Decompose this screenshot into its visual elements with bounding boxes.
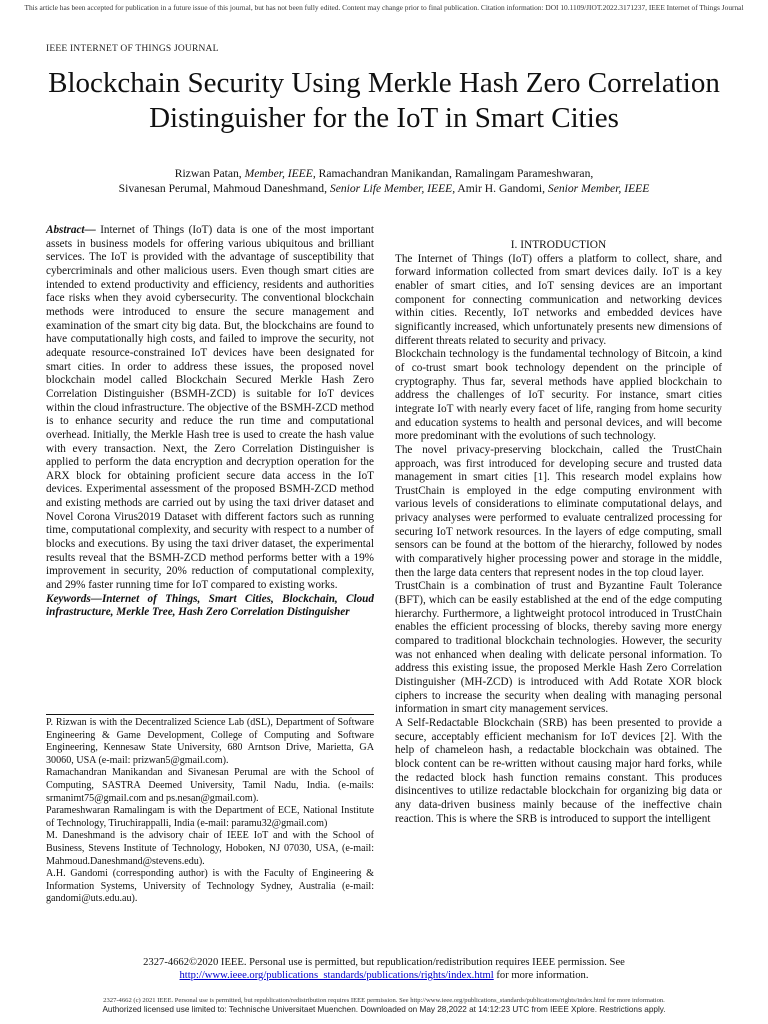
- abstract: [46, 224, 374, 593]
- author-names: Sivanesan Perumal, Mahmoud Daneshmand,: [118, 182, 330, 195]
- abstract-label: Abstract: [46, 224, 85, 236]
- copyright-text: 2327-4662©2020 IEEE. Personal use is permitted, but republication/redistribution requires IEEE permission. See: [143, 957, 625, 968]
- author-role: Senior Life Member, IEEE,: [329, 182, 456, 195]
- copyright-tail: for more information.: [493, 970, 589, 981]
- author-names: Ramachandran Manikandan, Ramalingam Parameshwaran,: [315, 167, 594, 180]
- affiliation-manikandan-perumal: Ramachandran Manikandan and Sivanesan Perumal are with the School of Computing, SASTRA Deemed University, Tamil Nadu, India. (e-mails: srmanimt75@gmail.com and ps.nesan@gmail.com).: [46, 767, 374, 804]
- affiliation-rizwan: P. Rizwan is with the Decentralized Science Lab (dSL), Department of Software Engineering & Game Development, College of Computing and Software Engineering, Kennesaw State University, 680 Arntson Drive, Marietta, GA 30060, USA (e-mail: prizwan5@gmail.com).: [46, 717, 374, 766]
- journal-name: IEEE INTERNET OF THINGS JOURNAL: [46, 44, 219, 54]
- paper-title: Blockchain Security Using Merkle Hash Zero Correlation Distinguisher for the IoT in Smart Cities: [48, 67, 720, 134]
- affiliation-daneshmand: M. Daneshmand is the advisory chair of IEEE IoT and with the School of Business, Stevens Institute of Technology, Hoboken, NJ 07030, USA, (e-mail: Mahmoud.Daneshmand@stevens.edu).: [46, 830, 374, 867]
- author-role: Member, IEEE,: [244, 167, 316, 180]
- author-line-2: [20, 181, 748, 196]
- affiliation-ramalingam: Parameshwaran Ramalingam is with the Department of ECE, National Institute of Technology, Tiruchirappalli, India (e-mail: paramu32@gmail.com): [46, 805, 374, 829]
- license-notice: Authorized licensed use limited to: Technische Universitaet Muenchen. Downloaded on May 28,2022 at 14:12:23 UTC from IEEE Xplore. Restrictions apply.: [102, 1005, 666, 1014]
- keywords-text: Internet of Things, Smart Cities, Blockchain, Cloud infrastructure, Merkle Tree, Hash Zero Correlation Distinguisher: [46, 592, 374, 619]
- keywords-label: Keywords: [46, 592, 91, 605]
- author-gandomi: Amir H. Gandomi,: [455, 182, 548, 195]
- author-role: Senior Member, IEEE: [547, 182, 650, 195]
- author-list: [20, 166, 748, 196]
- bottom-copyright-notice: 2327-4662 (c) 2021 IEEE. Personal use is permitted, but republication/redistribution requires IEEE permission. See http://www.ieee.org/publications_standards/publications/rights/index.html for more information.: [103, 997, 665, 1004]
- affiliation-gandomi: A.H. Gandomi (corresponding author) is with the Faculty of Engineering & Information Systems, University of Technology Sydney, Australia (e-mail: gandomi@uts.edu.au).: [46, 868, 374, 905]
- intro-paragraph: Blockchain technology is the fundamental technology of Bitcoin, a kind of co-trust smart book technology dependent on the principle of cryptography. Thus far, several methods have applied blockchain to address the challenges of IoT security. For instance, smart cities integrate IoT with nearly every facet of life, ranging from home security and education systems to health and personal devices, and will become more predominant with the evolutions of such technology.: [395, 348, 722, 443]
- intro-paragraph: TrustChain is a combination of trust and Byzantine Fault Tolerance (BFT), which can be easily established at the end of the edge computing hierarchy. Furthermore, a lightweight protocol introduced in TrustChain enables the efficient processing of blocks, thereby saving more energy compared to traditional blockchain technologies. However, the security was not enhanced when dealing with delicate personal information. To address this existing issue, the proposed Merkle Hash Zero Correlation Distinguisher (MH-ZCD) is introduced with Add Rotate XOR block ciphers to increase the security when dealing with managing personal information in smart city management services.: [395, 580, 722, 716]
- keywords: [46, 593, 374, 620]
- rights-link[interactable]: http://www.ieee.org/publications_standards/publications/rights/index.html: [179, 970, 494, 981]
- author-affiliations: [46, 714, 374, 906]
- author-rizwan: Rizwan Patan,: [174, 167, 245, 180]
- copyright-notice: [100, 956, 668, 982]
- intro-paragraph: The Internet of Things (IoT) offers a platform to collect, share, and forward information collected from smart devices daily. IoT is a key enabler of smart cities, and IoT sensing devices are an important component for connecting communication and networking devices within cities. Recently, IoT networks and embedded devices have significantly increased, which unfortunately presents new dimensions of different threats related to security and privacy.: [395, 252, 722, 347]
- intro-paragraph: A Self-Redactable Blockchain (SRB) has been presented to provide a secure, acceptably efficient mechanism for IoT devices [2]. With the help of chameleon hash, a redactable blockchain was obtained. The block content can be re-written without causing major hard forks, while the redacted block hash function remains constant. This produces disincentives to utilize redactable blockchain for organizing big data or any data-driven business mainly because of the ineffective chain reaction. This is where the SRB is introduced to support the intelligent: [395, 716, 722, 825]
- left-column: [46, 224, 374, 620]
- abstract-text: Internet of Things (IoT) data is one of the most important assets in business models for offering various ubiquitous and brilliant services. The IoT is provided with the advantage of susceptibility that cybercriminals and other malicious users. Even though smart cities are intended to extend productivity and efficiency, residents and authorities face risks when they avoid cybersecurity. The conventional blockchain methods were introduced to ensure the secure management and examination of the smart city big data. But, the blockchains are found to have computationally high costs, and failed to improve the security, not adequate resource-constrained IoT devices have been designated for smart cities. In order to address these issues, the proposed novel blockchain model called Blockchain Secured Merkle Hash Zero Correlation Distinguisher (BSMH-ZCD) is suitable for IoT devices within the cloud infrastructure. The objective of the BSMH-ZCD method is to enhance security and reduce the run time and computational overhead. Initially, the Merkle Hash tree is used to create the hash value with every transaction. Next, the Zero Correlation Distinguisher is applied to perform the data encryption and decryption operation for the ARX block for obtaining proficient secure data access in the IoT devices. Experimental assessment of the proposed BSMH-ZCD method and existing methods are carried out by using the taxi driver dataset and Novel Corona Virus2019 Dataset with different factors such as running time, computational complexity, and security with respect to a number of blocks and executions. By using the taxi driver dataset, the experimental results reveal that the BSMH-ZCD method performs better with a 19% improvement in security, 20% reduction of computational complexity, and 29% faster running time for IoT compared to existing works.: [46, 224, 374, 592]
- publication-notice: This article has been accepted for publication in a future issue of this journal, but has not been fully edited. Content may change prior to final publication. Citation information: DOI 10.1109/JIOT.2022.3171237, IEEE Internet of Things Journal: [24, 3, 744, 12]
- right-column: [395, 239, 722, 826]
- section-heading-introduction: I. INTRODUCTION: [510, 239, 607, 251]
- intro-paragraph: The novel privacy-preserving blockchain, called the TrustChain approach, was first introduced for developing secure and trusted data management in smart cities [1]. This research model explains how TrustChain is employed in the edge computing environment with various levels of considerations to eliminate computational delays, and privacy analyses were performed to evaluate centralized processing for securing IoT network resources. In the layers of edge computing, small sensors can be found at the bottom of the hierarchy, followed by nodes with comparatively higher processing power and storage in the middle, then the large data centers that represent nodes in the top cloud layer.: [395, 443, 722, 579]
- keywords-dash: —: [90, 592, 102, 605]
- author-line-1: [20, 166, 748, 181]
- abstract-dash: —: [84, 224, 96, 236]
